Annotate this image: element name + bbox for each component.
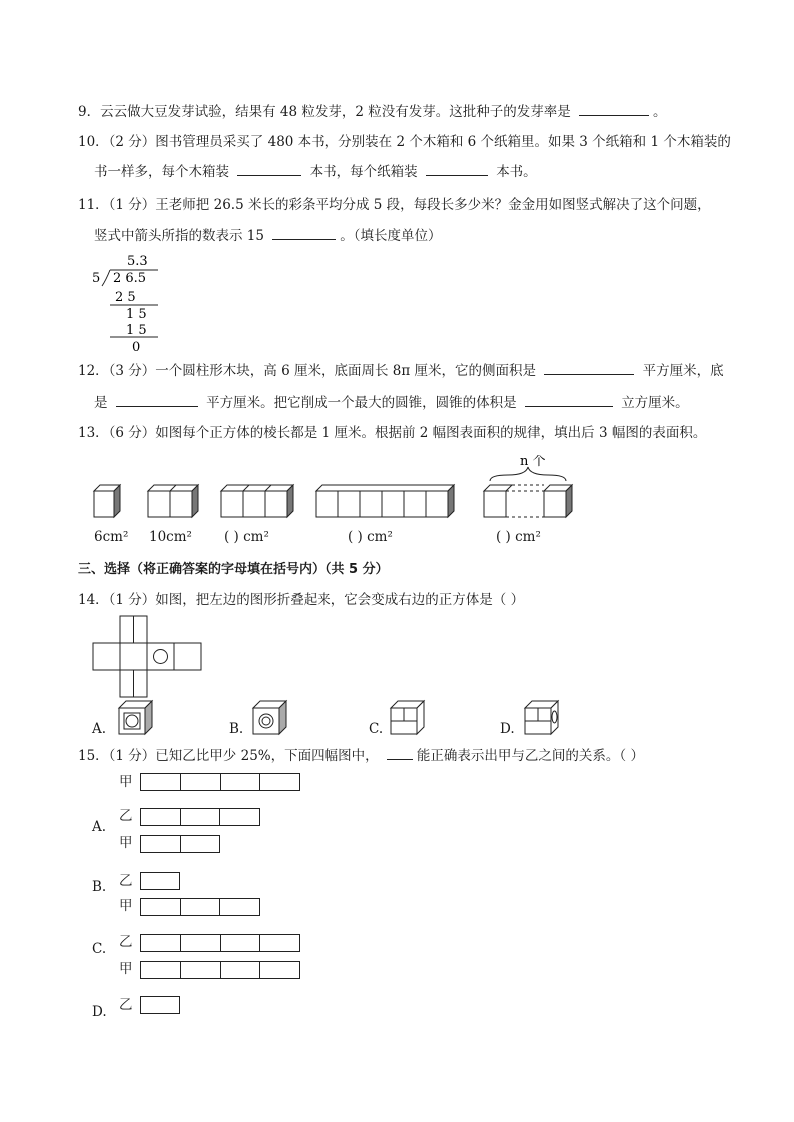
q15-option-b-label[interactable]: B. bbox=[92, 879, 107, 895]
q15-option-c-label[interactable]: C. bbox=[92, 941, 107, 957]
q12-text-e: 立方厘米。 bbox=[621, 395, 689, 411]
q14-option-c-label[interactable]: C. bbox=[369, 721, 384, 737]
division-step-1: 2 5 bbox=[115, 290, 136, 305]
cube-row-4 bbox=[316, 485, 454, 517]
cube-row-2 bbox=[148, 485, 198, 517]
q12-blank-1[interactable] bbox=[544, 362, 634, 375]
q15-b-yi-bar bbox=[140, 872, 180, 890]
q9-answer-blank[interactable] bbox=[579, 103, 649, 116]
q15-text-b: 能正确表示出甲与乙之间的关系。（ ） bbox=[416, 748, 644, 764]
cube-net-figure bbox=[92, 614, 210, 700]
q10-text-b: 本书，每个纸箱装 bbox=[309, 164, 418, 180]
q15-a-jia-bar bbox=[140, 835, 220, 853]
q15-text-a: 15．（1 分）已知乙比甲少 25%，下面四幅图中， bbox=[78, 748, 379, 764]
section-3-title: 三、选择（将正确答案的字母填在括号内）（共 5 分） bbox=[78, 562, 389, 577]
q14-option-a-label[interactable]: A. bbox=[92, 721, 107, 737]
q15-a-yi-bar bbox=[140, 808, 260, 826]
q15-c-yi-bar bbox=[140, 934, 300, 952]
q12-blank-3[interactable] bbox=[525, 394, 613, 407]
q15-c-jia-label: 甲 bbox=[119, 961, 133, 977]
ref-jia-label: 甲 bbox=[119, 774, 133, 790]
q14-option-b-label[interactable]: B. bbox=[229, 721, 244, 737]
q10-blank-1[interactable] bbox=[237, 163, 301, 176]
q11-text-a: 竖式中箭头所指的数表示 15 bbox=[94, 228, 264, 244]
q15-b-jia-bar bbox=[140, 898, 260, 916]
division-divisor: 5 bbox=[92, 271, 101, 286]
q13-label-4[interactable]: ( ) cm² bbox=[348, 529, 393, 545]
q15-option-a-label[interactable]: A. bbox=[92, 819, 107, 835]
division-remainder: 0 bbox=[132, 340, 141, 355]
cube-row-n bbox=[484, 455, 572, 517]
cube-row-1 bbox=[94, 485, 120, 517]
q15-a-yi-label: 乙 bbox=[119, 808, 133, 824]
q12-text-a: 12．（3 分）一个圆柱形木块，高 6 厘米，底面周长 8π 厘米，它的侧面积是 bbox=[78, 363, 537, 379]
question-14-text: 14．（1 分）如图，把左边的图形折叠起来，它会变成右边的正方体是（ ） bbox=[78, 592, 525, 608]
question-13-text: 13．（6 分）如图每个正方体的棱长都是 1 厘米。根据前 2 幅图表面积的规律，填出后 3 幅图的表面积。 bbox=[78, 425, 707, 441]
q15-blank[interactable] bbox=[387, 747, 413, 760]
q10-text-a: 书一样多，每个木箱装 bbox=[94, 164, 229, 180]
q12-text-c: 是 bbox=[94, 395, 108, 411]
q11-blank[interactable] bbox=[272, 227, 336, 240]
n-cubes-label: n 个 bbox=[520, 455, 546, 469]
q13-label-5[interactable]: ( ) cm² bbox=[496, 529, 541, 545]
q15-d-yi-label: 乙 bbox=[119, 997, 133, 1013]
question-9 bbox=[78, 103, 667, 121]
question-10-line2 bbox=[94, 163, 537, 181]
division-step-3: 1 5 bbox=[126, 323, 147, 338]
division-step-2: 1 5 bbox=[126, 307, 147, 322]
q14-option-c-cube[interactable] bbox=[388, 698, 430, 738]
ref-jia-bar bbox=[140, 773, 300, 791]
question-12-line1 bbox=[78, 362, 724, 380]
q14-option-b-cube[interactable] bbox=[250, 698, 292, 738]
q12-text-d: 平方厘米。把它削成一个最大的圆锥，圆锥的体积是 bbox=[206, 395, 517, 411]
q14-option-d-label[interactable]: D. bbox=[500, 721, 515, 737]
q15-c-jia-bar bbox=[140, 961, 300, 979]
q13-label-2: 10cm² bbox=[149, 529, 192, 545]
q14-option-d-cube[interactable] bbox=[522, 698, 564, 738]
cube-row-3 bbox=[221, 485, 293, 517]
q9-end: 。 bbox=[653, 104, 667, 120]
long-division-figure bbox=[86, 250, 176, 356]
q14-option-a-cube[interactable] bbox=[116, 698, 158, 738]
circle-face-icon bbox=[154, 650, 168, 664]
q15-b-yi-label: 乙 bbox=[119, 873, 133, 889]
question-11-line1: 11．（1 分）王老师把 26.5 米长的彩条平均分成 5 段，每段长多少米？金金用如图竖式解决了这个问题， bbox=[78, 197, 711, 213]
q15-a-jia-label: 甲 bbox=[119, 835, 133, 851]
q15-option-d-label[interactable]: D. bbox=[92, 1004, 107, 1020]
q12-blank-2[interactable] bbox=[116, 394, 198, 407]
question-12-line2 bbox=[94, 394, 689, 412]
q13-label-1: 6cm² bbox=[94, 529, 129, 545]
q9-text: 9．云云做大豆发芽试验，结果有 48 粒发芽，2 粒没有发芽。这批种子的发芽率是 bbox=[78, 104, 571, 120]
question-15-text bbox=[78, 747, 644, 765]
question-10-line1: 10．（2 分）图书管理员采买了 480 本书，分别装在 2 个木箱和 6 个纸箱里。如果 3 个纸箱和 1 个木箱装的 bbox=[78, 134, 731, 150]
q12-text-b: 平方厘米，底 bbox=[642, 363, 724, 379]
cube-rows-figure bbox=[88, 455, 588, 525]
q10-text-c: 本书。 bbox=[496, 164, 537, 180]
q11-text-b: 。（填长度单位） bbox=[340, 228, 442, 244]
division-dividend: 2 6.5 bbox=[113, 271, 147, 286]
question-11-line2 bbox=[94, 227, 442, 245]
division-quotient: 5.3 bbox=[127, 254, 148, 269]
q13-label-3[interactable]: ( ) cm² bbox=[224, 529, 269, 545]
q15-b-jia-label: 甲 bbox=[119, 898, 133, 914]
q15-c-yi-label: 乙 bbox=[119, 934, 133, 950]
q10-blank-2[interactable] bbox=[426, 163, 488, 176]
q15-d-yi-bar bbox=[140, 996, 180, 1014]
